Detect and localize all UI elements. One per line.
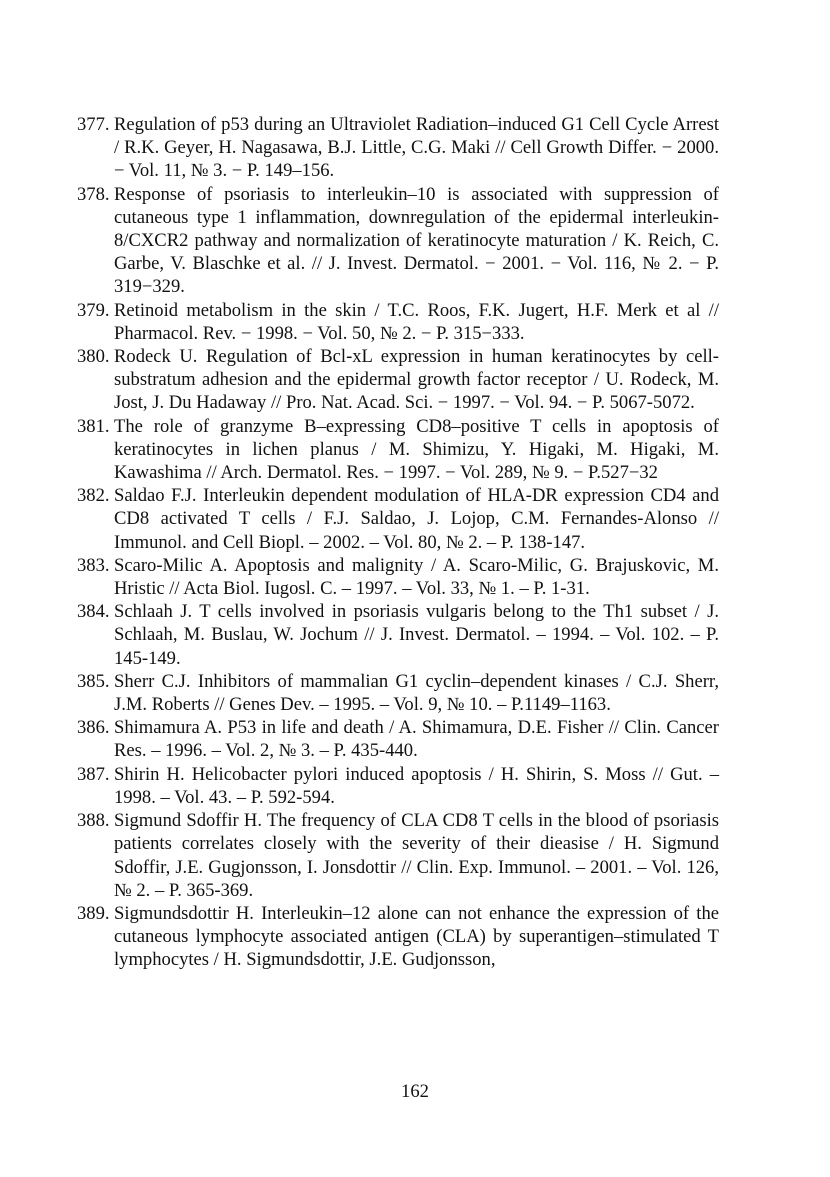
reference-list — [77, 113, 719, 972]
reference-number: 377. — [77, 114, 110, 135]
reference-text: Sherr C.J. Inhibitors of mammalian G1 cyclin–dependent kinases / C.J. Sherr, J.M. Roberts // Genes Dev. – 1995. – Vol. 9, № 10. – P.1149–1163. — [114, 670, 719, 716]
reference-text: Retinoid metabolism in the skin / T.C. Roos, F.K. Jugert, H.F. Merk et al // Pharmacol. Rev. − 1998. − Vol. 50, № 2. − P. 315−333. — [114, 299, 719, 344]
reference-item — [77, 600, 719, 670]
reference-number: 388. — [77, 810, 110, 832]
reference-text: Shimamura A. P53 in life and death / A. Shimamura, D.E. Fisher // Clin. Cancer Res. – 1996. – Vol. 2, № 3. – P. 435-440. — [114, 717, 719, 762]
reference-number: 385. — [77, 670, 110, 692]
reference-text: Saldao F.J. Interleukin dependent modulation of HLA-DR expression CD4 and CD8 activated T cells / F.J. Saldao, J. Lojop, C.M. Fernandes-Alonso // Immunol. and Cell Biopl. – 2002. – Vol. 80, № 2. – P. 138-147. — [114, 485, 719, 553]
reference-number: 378. — [77, 183, 110, 205]
reference-number: 387. — [77, 763, 110, 785]
reference-number: 380. — [77, 346, 110, 368]
reference-text: Sigmund Sdoffir H. The frequency of CLA CD8 T cells in the blood of psoriasis patients correlates closely with the severity of their dieasise / H. Sigmund Sdoffir, J.E. Gugjonsson, I. Jonsdottir // Clin. Exp. Immunol. – 2001. – Vol. 126, № 2. – P. 365-369. — [114, 810, 719, 901]
reference-text: The role of granzyme B–expressing CD8–positive T cells in apoptosis of keratinocytes in lichen planus / M. Shimizu, Y. Higaki, M. Higaki, M. Kawashima // Arch. Dermatol. Res. − 1997. − Vol. 289, № 9. − P.527−32 — [114, 415, 719, 484]
reference-number: 386. — [77, 717, 110, 739]
reference-item — [77, 183, 719, 299]
reference-text: Response of psoriasis to interleukin–10 is associated with suppression of cutaneous type 1 inflammation, downregulation of the epidermal interleukin-8/CXCR2 pathway and normalization of keratinocyte maturation / K. Reich, C. Garbe, V. Blaschke et al. // J. Invest. Dermatol. − 2001. − Vol. 116, № 2. − P. 319−329. — [114, 183, 719, 298]
reference-text: Shirin H. Helicobacter pylori induced apoptosis / H. Shirin, S. Moss // Gut. – 1998. – Vol. 43. – P. 592-594. — [114, 763, 719, 808]
reference-number: 384. — [77, 601, 110, 623]
reference-item — [77, 415, 719, 485]
reference-number: 381. — [77, 415, 110, 437]
reference-text: Regulation of p53 during an Ultraviolet Radiation–induced G1 Cell Cycle Arrest / R.K. Geyer, H. Nagasawa, B.J. Little, C.G. Maki // Cell Growth Differ. − 2000. − Vol. 11, № 3. − P. 149–156. — [114, 114, 719, 182]
reference-text: Scaro-Milic A. Apoptosis and malignity / A. Scaro-Milic, G. Brajuskovic, M. Hristic // Acta Biol. Iugosl. C. – 1997. – Vol. 33, № 1. – P. 1-31. — [114, 554, 719, 600]
reference-number: 389. — [77, 902, 110, 924]
reference-item — [77, 299, 719, 345]
reference-text: Sigmundsdottir H. Interleukin–12 alone can not enhance the expression of the cutaneous lymphocyte associated antigen (CLA) by superantigen–stimulated T lymphocytes / H. Sigmundsdottir, J.E. Gudjonsson, — [114, 902, 719, 971]
reference-item — [77, 554, 719, 600]
reference-text: Schlaah J. T cells involved in psoriasis vulgaris belong to the Th1 subset / J. Schlaah, M. Buslau, W. Jochum // J. Invest. Dermatol. – 1994. – Vol. 102. – P. 145-149. — [114, 601, 719, 669]
page-number: 162 — [401, 1081, 429, 1102]
reference-item — [77, 902, 719, 972]
reference-item — [77, 716, 719, 762]
reference-item — [77, 113, 719, 183]
reference-item — [77, 809, 719, 902]
reference-item — [77, 345, 719, 415]
reference-item — [77, 670, 719, 716]
reference-number: 383. — [77, 554, 110, 576]
reference-item — [77, 484, 719, 554]
reference-number: 382. — [77, 485, 110, 507]
reference-number: 379. — [77, 299, 110, 321]
reference-text: Rodeck U. Regulation of Bcl-xL expression in human keratinocytes by cell-substratum adhesion and the epidermal growth factor receptor / U. Rodeck, M. Jost, J. Du Hadaway // Pro. Nat. Acad. Sci. − 1997. − Vol. 94. − P. 5067-5072. — [114, 346, 719, 414]
reference-item — [77, 763, 719, 809]
